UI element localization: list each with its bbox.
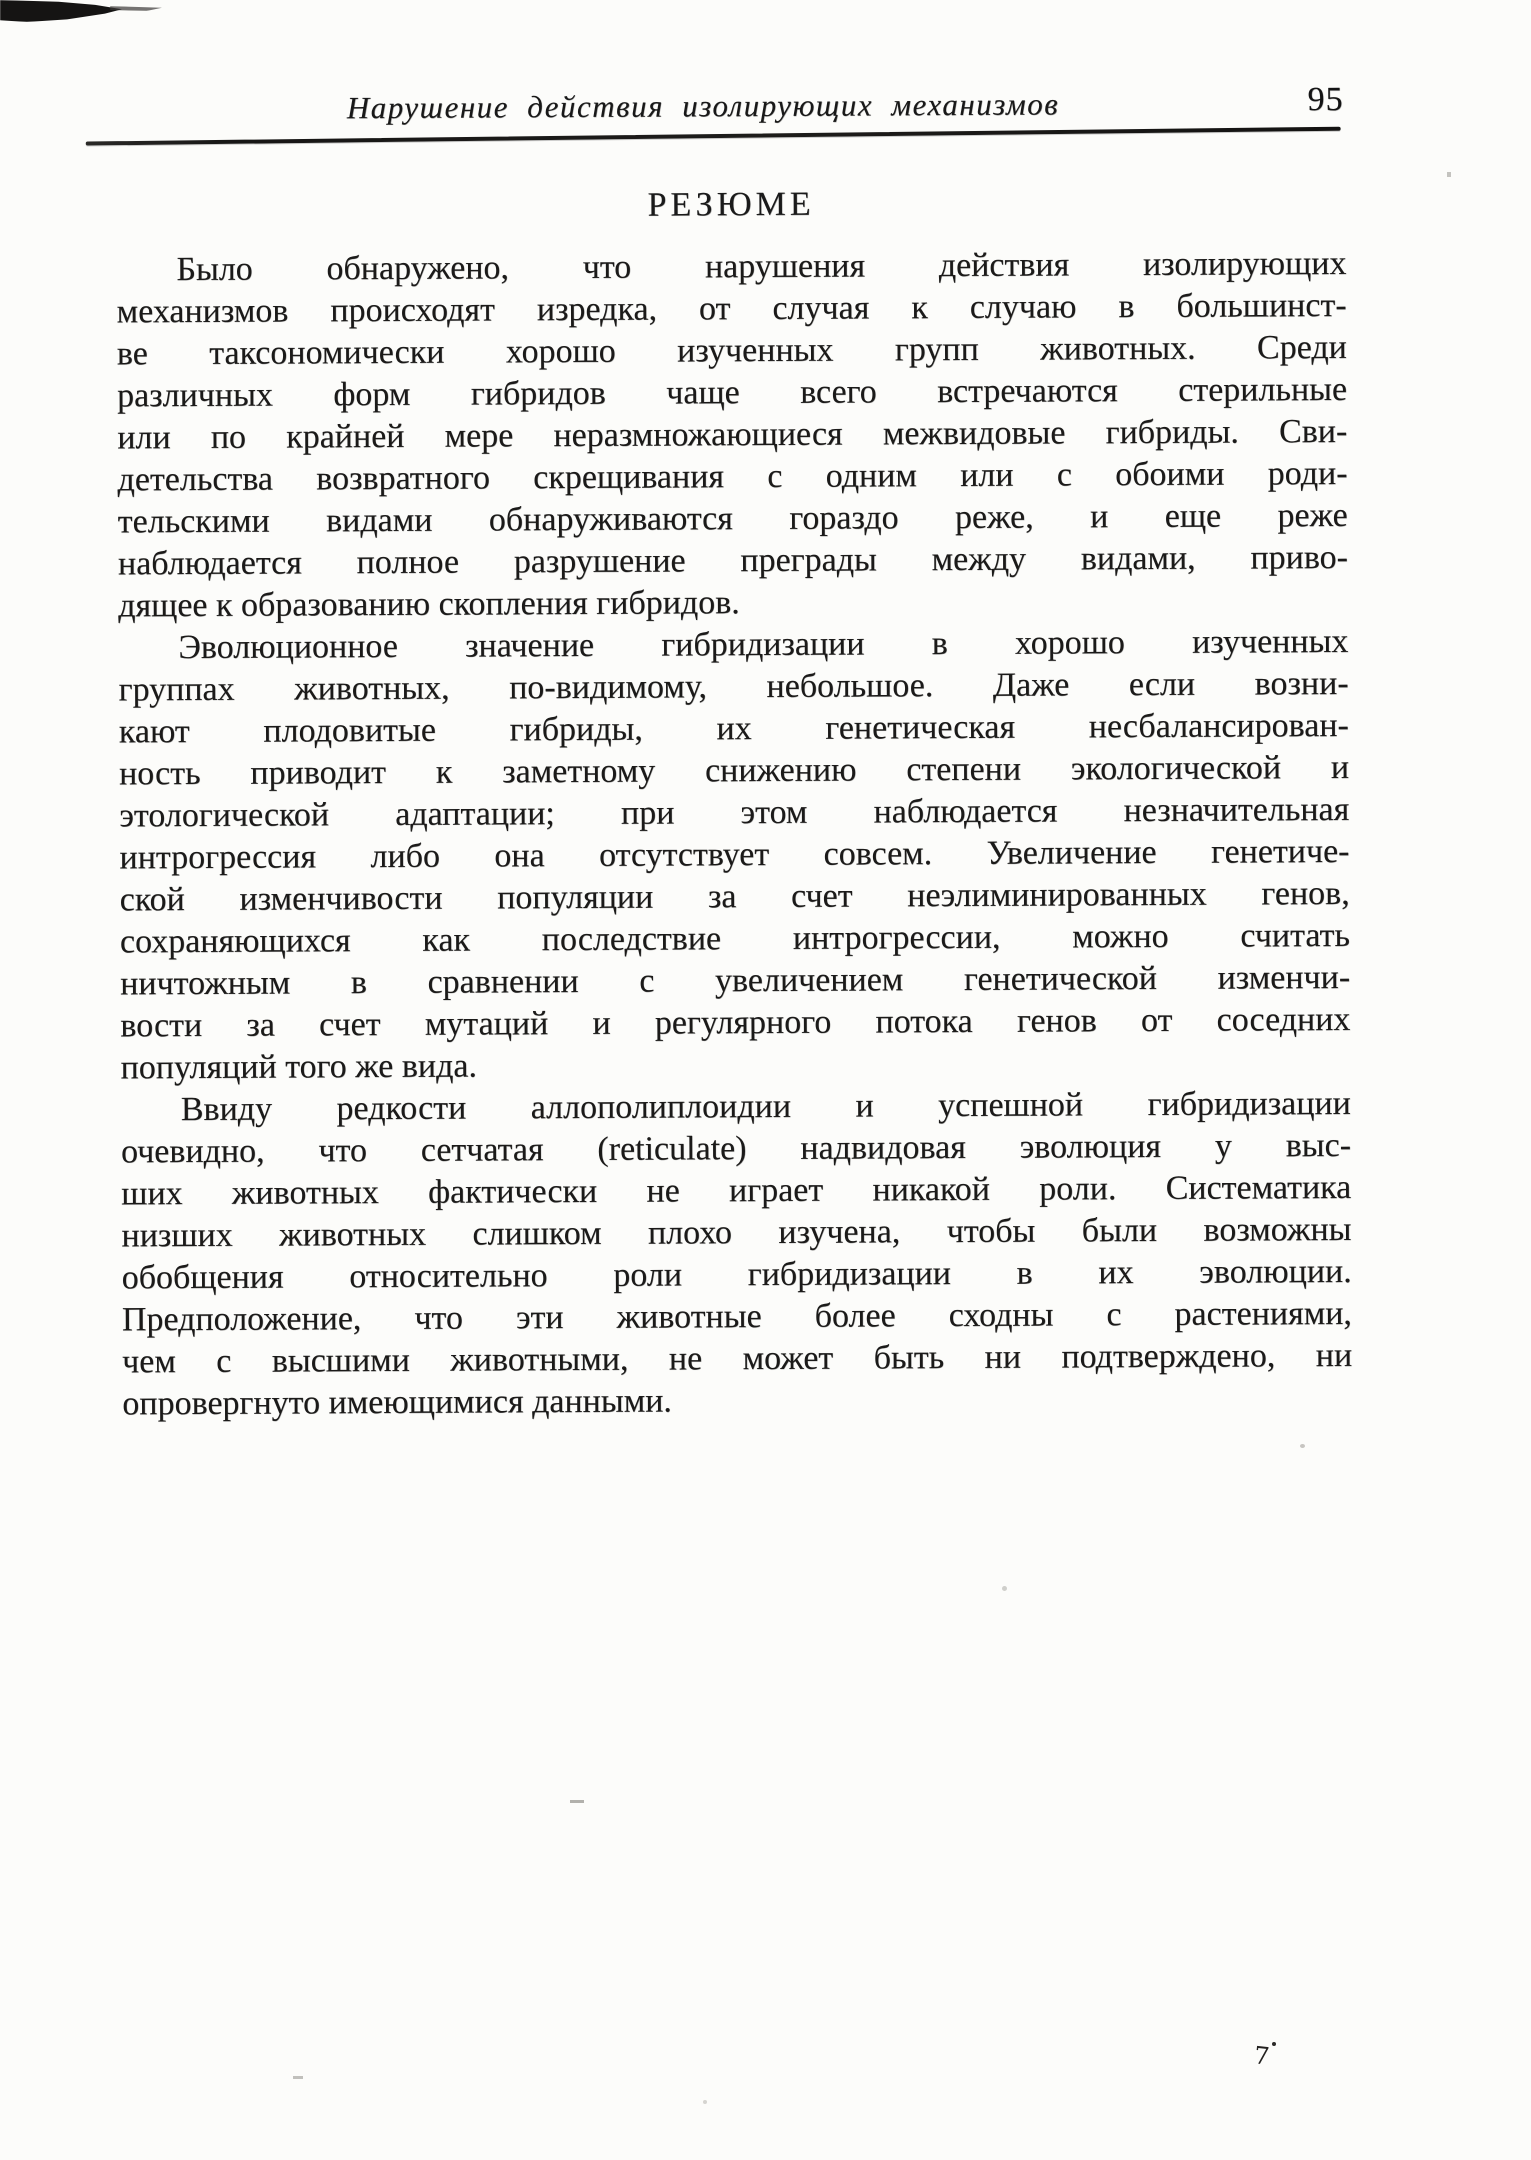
text-line: ской изменчивости популяции за счет неэлиминированных генов, <box>119 874 1350 919</box>
text-line: интрогрессия либо она отсутствует совсем. Увеличение генетиче- <box>119 832 1350 877</box>
text-line: кают плодовитые гибриды, их генетическая несбалансирован- <box>118 706 1349 751</box>
text-line: этологической адаптации; при этом наблюдается незначительная <box>119 790 1350 835</box>
text-line: низших животных слишком плохо изучена, чтобы были возможны <box>121 1210 1352 1255</box>
text-line: обобщения относительно роли гибридизации в их эволюции. <box>121 1252 1352 1297</box>
scan-speck <box>1272 2042 1276 2046</box>
text-line: Ввиду редкости аллополиплоидии и успешной гибридизации <box>180 1084 1351 1129</box>
text-line: очевидно, что сетчатая (reticulate) надвидовая эволюция у выс- <box>120 1126 1352 1171</box>
scan-speck <box>293 2076 303 2079</box>
text-line: группах животных, по-видимому, небольшое. Даже если возни- <box>118 664 1349 709</box>
text-line: ность приводит к заметному снижению степени экологической и <box>118 748 1350 793</box>
scan-speck <box>1447 172 1451 177</box>
text-line: наблюдается полное разрушение преграды между видами, приво- <box>117 538 1349 583</box>
stray-glyph-artifact: 7 <box>1252 2041 1271 2071</box>
text-line: Эволюционное значение гибридизации в хорошо изученных <box>178 622 1349 667</box>
text-line: Было обнаружено, что нарушения действия изолирующих <box>176 244 1347 289</box>
running-title: Нарушение действия изолирующих механизмов <box>346 86 1060 126</box>
text-line: чем с высшими животными, не может быть ни подтверждено, ни <box>122 1336 1353 1381</box>
text-line: различных форм гибридов чаще всего встречаются стерильные <box>116 370 1348 415</box>
text-line: ших животных фактически не играет никакой роли. Систематика <box>121 1168 1352 1213</box>
text-line: вости за счет мутаций и регулярного потока генов от соседних <box>120 1000 1351 1045</box>
text-line: популяций того же вида. <box>120 1047 478 1087</box>
section-title: РЕЗЮМЕ <box>647 185 815 224</box>
scan-speck <box>1002 1586 1007 1591</box>
page-header <box>115 80 1345 131</box>
scan-speck <box>570 1800 584 1803</box>
summary-body-text <box>116 243 1352 1425</box>
page-number: 95 <box>1307 80 1344 119</box>
scan-speck <box>703 2100 707 2104</box>
text-line: ве таксономически хорошо изученных групп животных. Среди <box>116 328 1347 373</box>
text-line: механизмов происходят изредка, от случая к случаю в большинст- <box>116 286 1347 331</box>
text-line: или по крайней мере неразмножающиеся межвидовые гибриды. Сви- <box>117 412 1348 457</box>
text-line: дящее к образованию скопления гибридов. <box>118 584 740 625</box>
text-line: тельскими видами обнаруживаются гораздо реже, и еще реже <box>117 496 1348 541</box>
scan-speck <box>1300 1444 1305 1448</box>
text-line: Предположение, что эти животные более сходны с растениями, <box>121 1294 1352 1339</box>
text-line: опровергнуто имеющимися данными. <box>122 1382 672 1423</box>
text-line: сохраняющихся как последствие интрогрессии, можно считать <box>119 916 1351 961</box>
text-line: ничтожным в сравнении с увеличением генетической изменчи- <box>120 958 1351 1003</box>
text-line: детельства возвратного скрещивания с одним или с обоими роди- <box>117 454 1348 499</box>
